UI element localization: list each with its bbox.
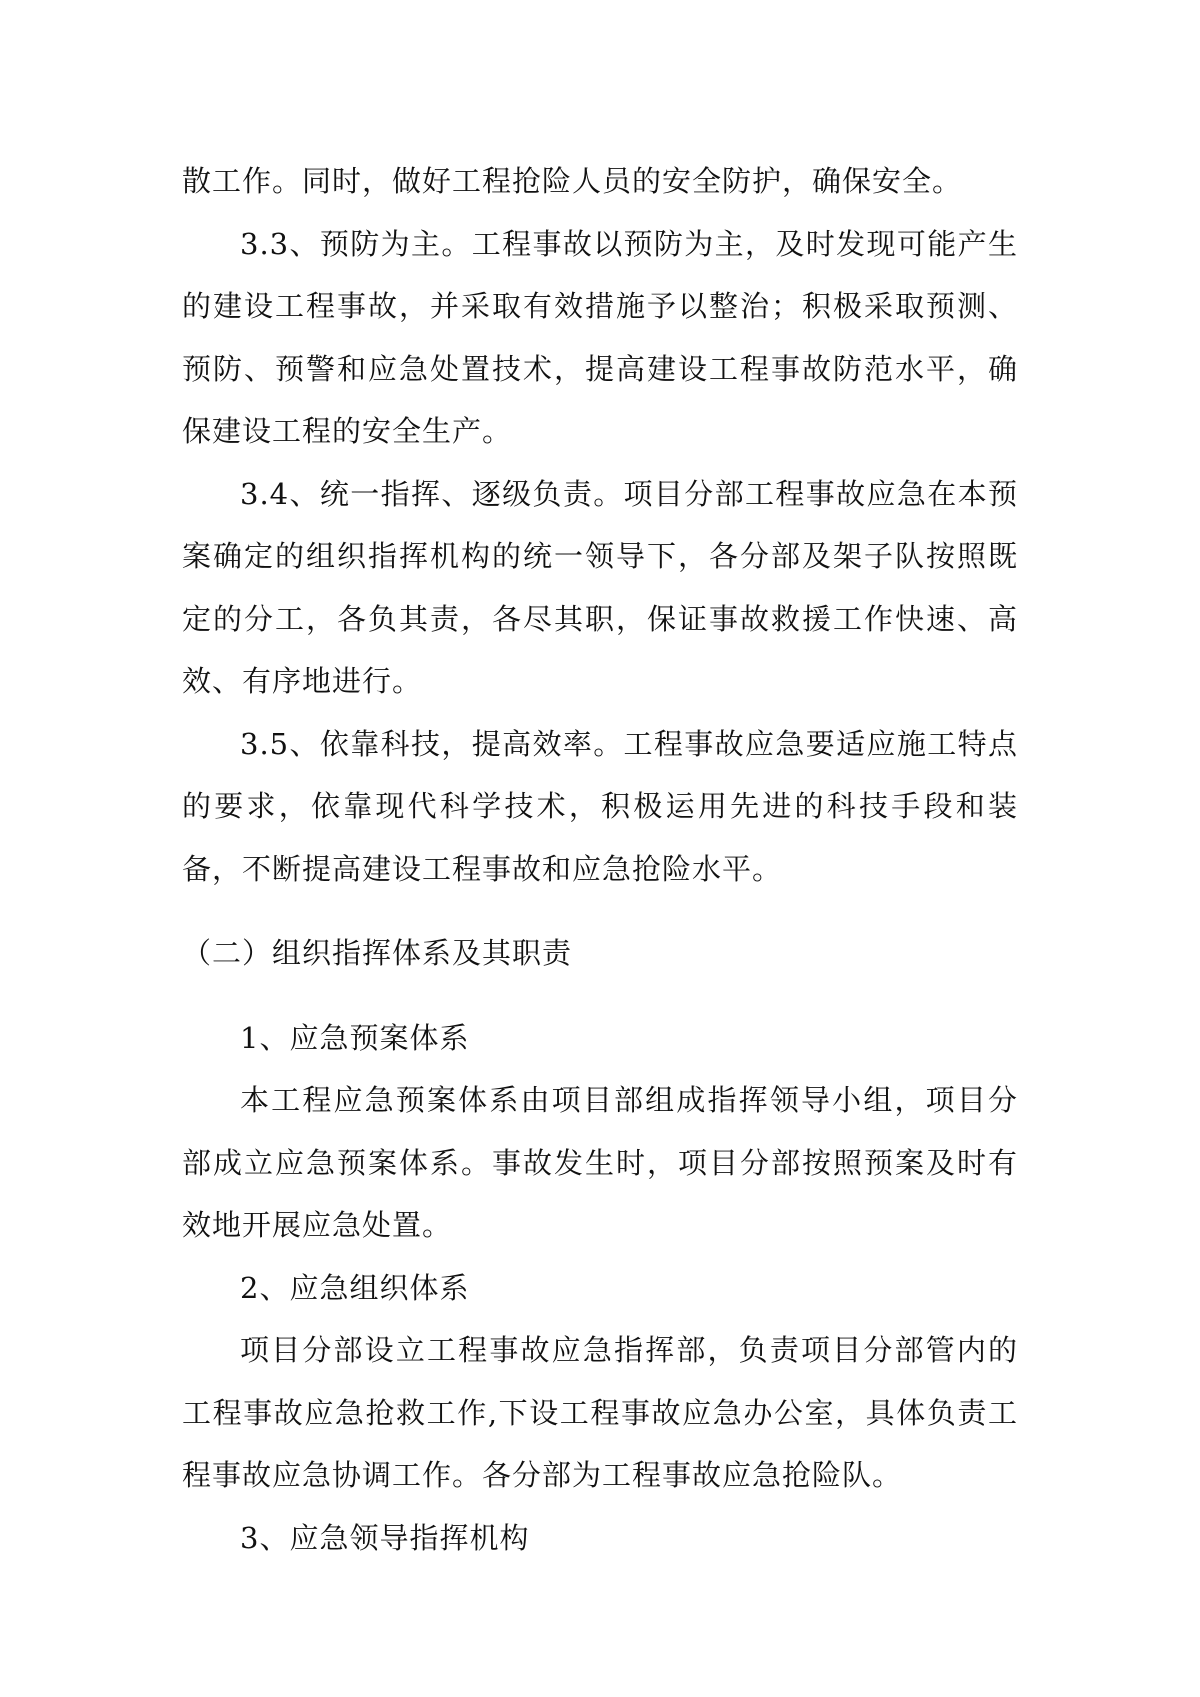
paragraph-3-4: 3.4、统一指挥、逐级负责。项目分部工程事故应急在本预案确定的组织指挥机构的统一领导下，各分部及架子队按照既定的分工，各负其责，各尽其职，保证事故救援工作快速、高效、有序地进行。 [182,476,1018,698]
paragraph-emergency-organization-system: 项目分部设立工程事故应急指挥部，负责项目分部管内的工程事故应急抢救工作,下设工程事故应急办公室，具体负责工程事故应急协调工作。各分部为工程事故应急抢险队。 [182,1333,1018,1492]
document-body [182,150,1018,1569]
subheading-emergency-command-agency: 3、应急领导指挥机构 [240,1520,530,1555]
paragraph-3-3: 3.3、预防为主。工程事故以预防为主，及时发现可能产生的建设工程事故，并采取有效措施予以整治；积极采取预测、预防、预警和应急处置技术，提高建设工程事故防范水平，确保建设工程的安全生产。 [182,226,1018,448]
subheading-emergency-plan-system: 1、应急预案体系 [240,1020,470,1055]
paragraph-emergency-plan-system: 本工程应急预案体系由项目部组成指挥领导小组，项目分部成立应急预案体系。事故发生时，项目分部按照预案及时有效地开展应急处置。 [182,1083,1018,1242]
section-heading: （二）组织指挥体系及其职责 [182,936,573,970]
paragraph-3-5: 3.5、依靠科技，提高效率。工程事故应急要适应施工特点的要求，依靠现代科学技术，积极运用先进的科技手段和装备，不断提高建设工程事故和应急抢险水平。 [182,726,1018,886]
subheading-emergency-organization-system: 2、应急组织体系 [240,1270,470,1305]
paragraph-continuation: 散工作。同时，做好工程抢险人员的安全防护，确保安全。 [182,164,963,198]
